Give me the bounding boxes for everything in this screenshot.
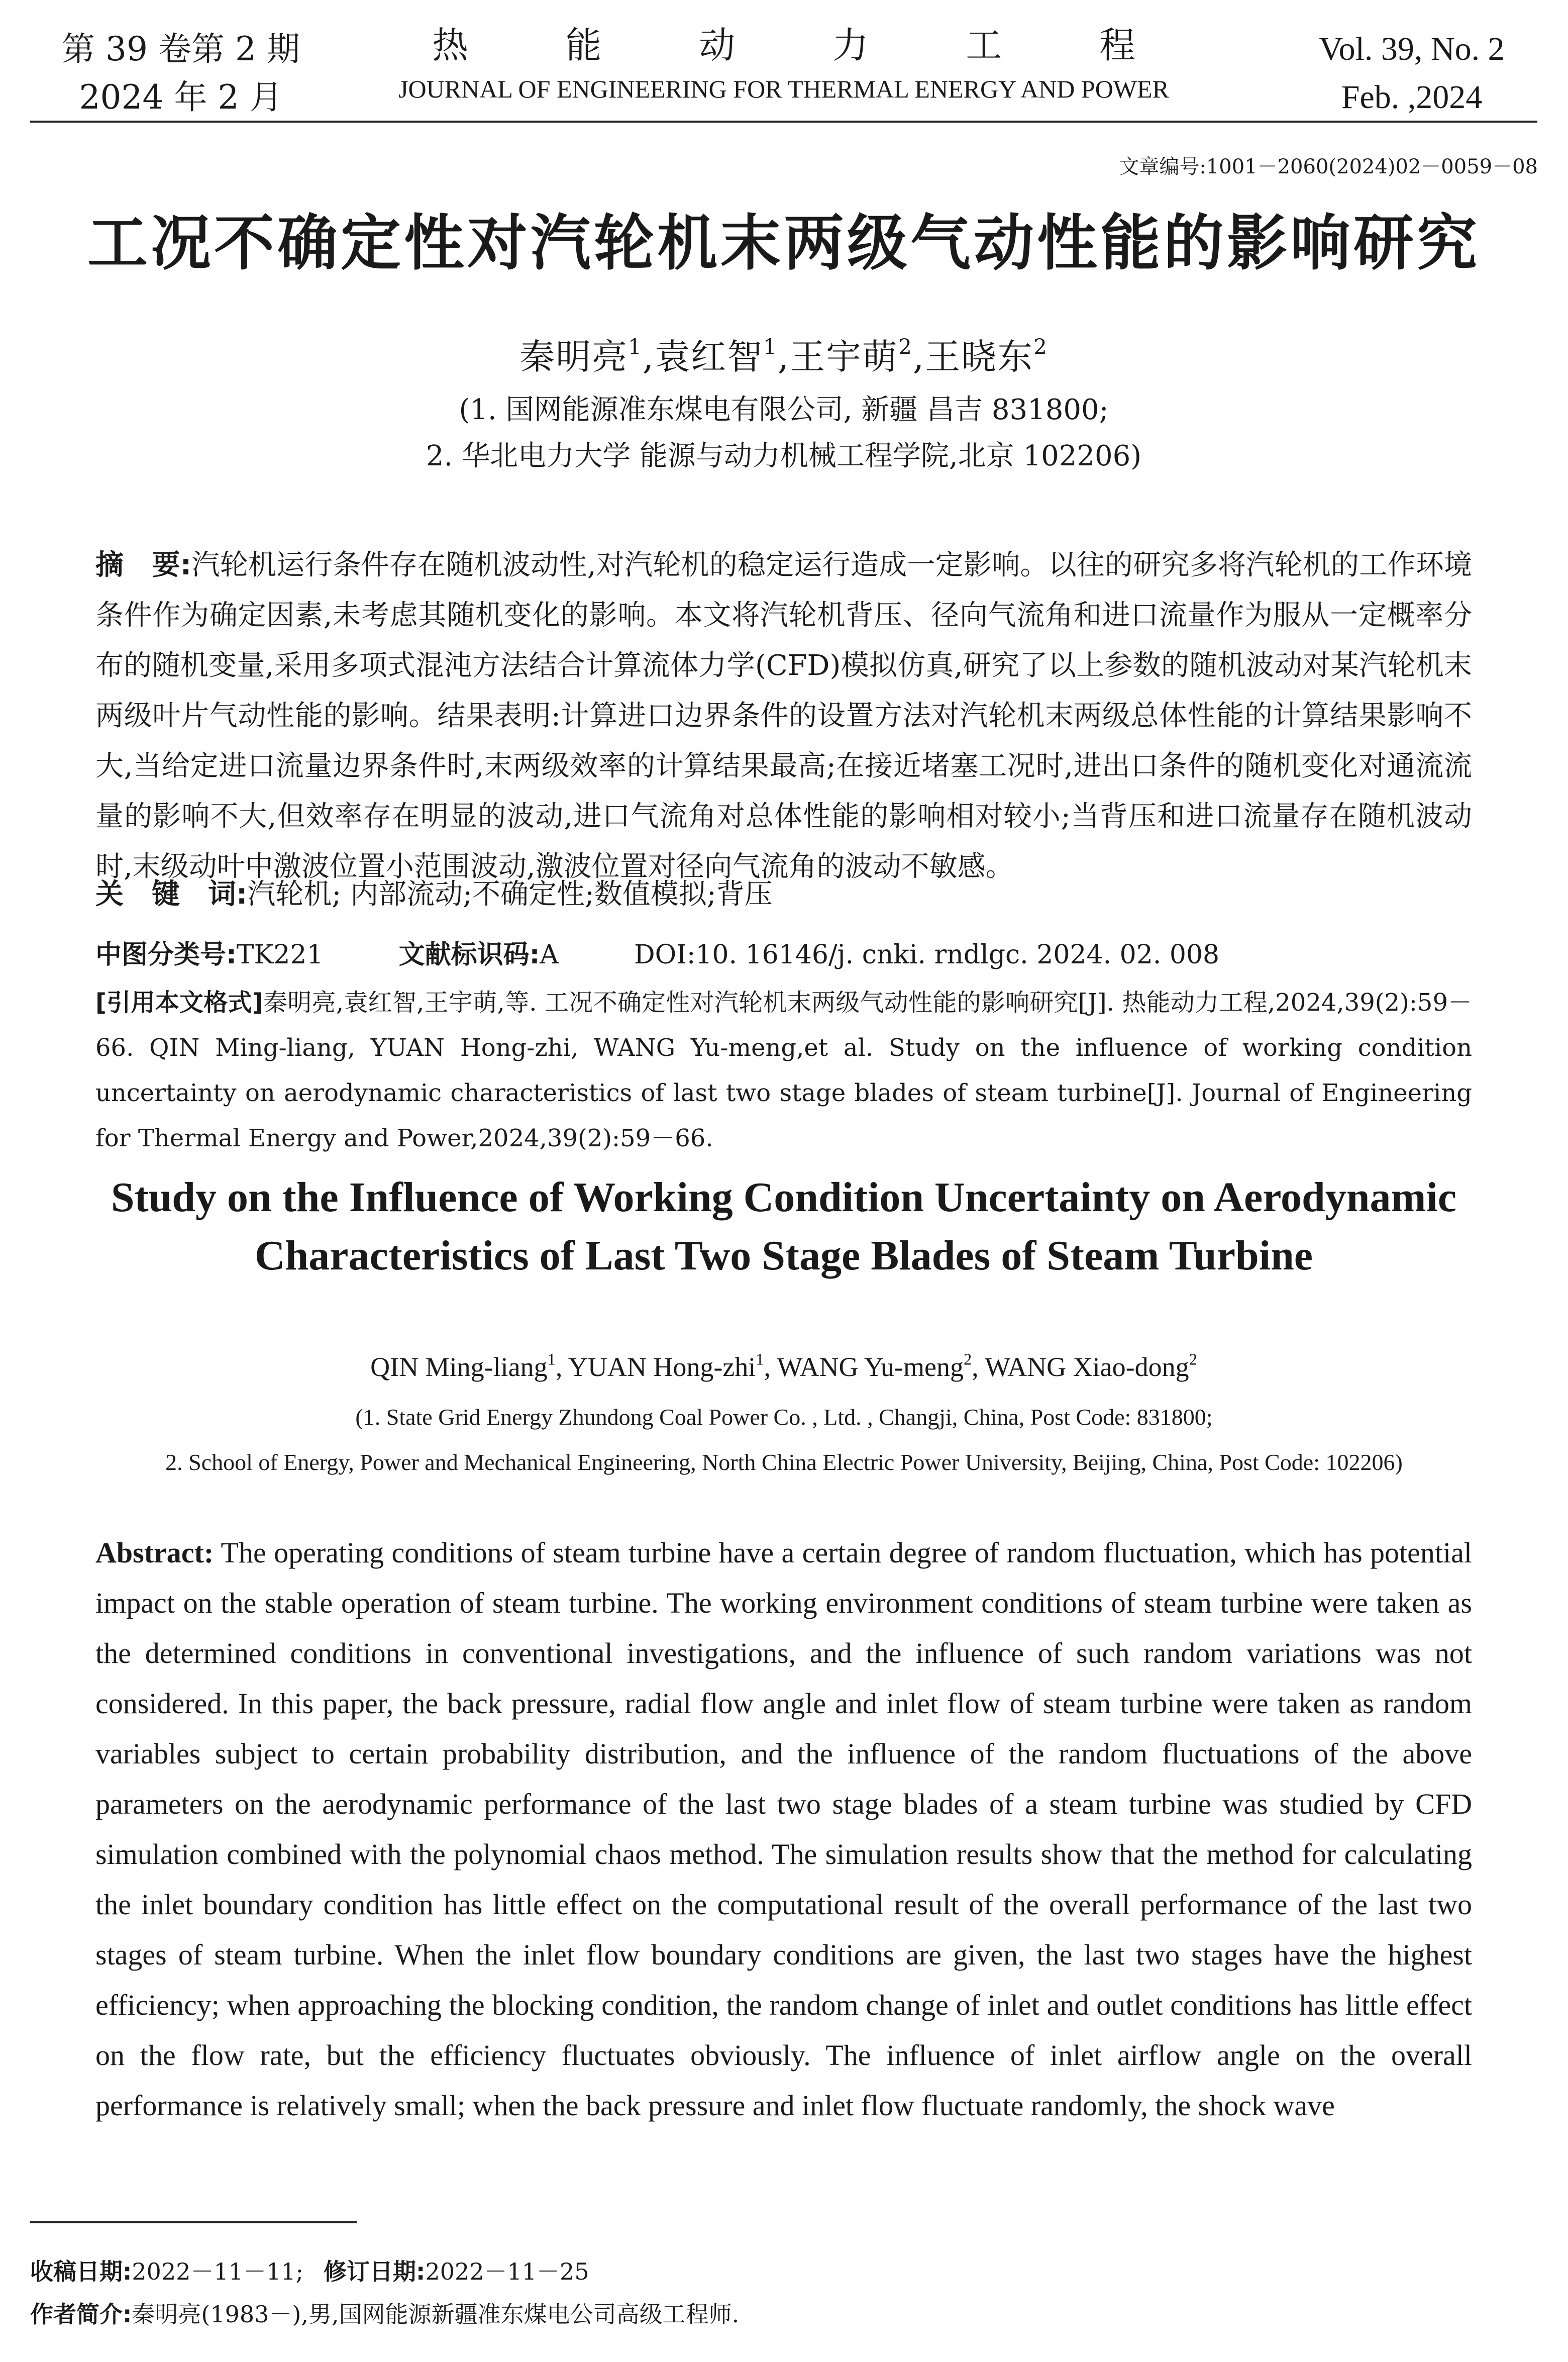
journal-char: 工 [966,24,1002,66]
abstract-en-label: Abstract: [95,1536,214,1569]
abstract-en [95,1528,1472,2131]
title-en-line: Study on the Influence of Working Condition Uncertainty on Aerodynamic [111,1174,1457,1221]
volume-issue-en: Vol. 39, No. 2 [1319,31,1505,67]
journal-char: 能 [565,24,602,66]
author-en: YUAN Hong-zhi$^1$ [568,1350,764,1382]
journal-char: 力 [832,24,869,66]
affiliation-en: 2. School of Energy, Power and Mechanical Engineering, North China Electric Power University, Beijing, China, Post Code: 102206) [165,1449,1403,1475]
citation-label: [引用本文格式] [95,989,263,1017]
date-en: Feb. ,2024 [1341,79,1483,116]
authors-cn: 秦明亮$^1$,袁红智$^1$,王宇萌$^2$,王晓东$^2$ [519,334,1048,377]
volume-issue-cn: 第 39 卷第 2 期 [62,30,300,68]
keywords-cn [95,869,1472,920]
abstract-cn-text: 汽轮机运行条件存在随机波动性,对汽轮机的稳定运行造成一定影响。以往的研究多将汽轮机的工作环境条件作为确定因素,未考虑其随机变化的影响。本文将汽轮机背压、径向气流角和进口流量作为服从一定概率分布的随机变量,采用多项式混沌方法结合计算流体力学(CFD)模拟仿真,研究了以上参数的随机波动对某汽轮机末两级叶片气动性能的影响。结果表明:计算进口边界条件的设置方法对汽轮机末两级总体性能的计算结果影响不大,当给定进口流量边界条件时,末两级效率的计算结果最高;在接近堵塞工况时,进出口条件的随机变化对通流流量的影响不大,但效率存在明显的波动,进口气流角对总体性能的影响相对较小;当背压和进口流量存在随机波动时,末级动叶中激波位置小范围波动,激波位置对径向气流角的波动不敏感。 [95,549,1472,883]
date-cn: 2024 年 2 月 [79,78,283,117]
abstract-cn-label: 摘 要: [95,549,192,581]
journal-name [352,20,1216,107]
author-cn: 王晓东$^2$ [925,334,1048,377]
classification-line [95,930,1472,980]
affiliation-cn: (1. 国网能源准东煤电有限公司, 新疆 昌吉 831800; [459,393,1109,426]
author-en: WANG Xiao-dong$^2$ [985,1350,1197,1382]
affiliations-en [0,1395,1568,1485]
document-code: 文献标识码:A [398,940,559,970]
title-en [30,1168,1537,1285]
footnote-dates [30,2251,609,2292]
article-number: 文章编号:1001－2060(2024)02－0059－08 [1119,155,1538,178]
masthead-left [55,25,306,122]
affiliations-cn [30,387,1537,479]
keywords-cn-text: 汽轮机; 内部流动;不确定性;数值模拟;背压 [247,878,773,911]
title-en-line: Characteristics of Last Two Stage Blades of Steam Turbine [254,1232,1313,1279]
abstract-en-text: The operating conditions of steam turbine have a certain degree of random fluctuation, which has potential impact on the stable operation of steam turbine. The working environment conditions of steam turbine were taken as the determined conditions in conventional investigations, and the influence of such random variations was not considered. In this paper, the back pressure, radial flow angle and inlet flow of steam turbine were taken as random variables subject to certain probability distribution, and the influence of the random fluctuations of the above parameters on the aerodynamic performance of the last two stage blades of a steam turbine was studied by CFD simulation combined with the polynomial chaos method. The simulation results show that the method for calculating the inlet boundary condition has little effect on the computational result of the overall performance of the last two stages of steam turbine. When the inlet flow boundary conditions are given, the last two stages have the highest efficiency; when approaching the blocking condition, the random change of inlet and outlet conditions has little effect on the flow rate, but the efficiency fluctuates obviously. The influence of inlet airflow angle on the overall performance is relatively small; when the back pressure and inlet flow fluctuate randomly, the shock wave [95,1536,1472,2122]
journal-char: 动 [699,24,736,66]
keywords-cn-label: 关 键 词: [95,878,248,911]
masthead-divider [30,121,1537,123]
abstract-cn [95,540,1472,892]
journal-name-cn [352,20,1216,70]
author-en: QIN Ming-liang$^1$ [370,1350,556,1382]
author-cn: 秦明亮$^1$ [519,334,643,377]
authors-en: QIN Ming-liang$^1$, YUAN Hong-zhi$^1$, WANG Yu-meng$^2$, WANG Xiao-dong$^2$ [370,1350,1197,1382]
affiliation-cn: 2. 华北电力大学 能源与动力机械工程学院,北京 102206) [426,440,1142,472]
doi: DOI:10. 16146/j. cnki. rndlgc. 2024. 02. 008 [634,940,1220,970]
citation [95,980,1472,1161]
revised-date: 修订日期:2022－11－25 [324,2258,589,2285]
author-en: WANG Yu-meng$^2$ [777,1350,972,1382]
journal-char: 程 [1099,24,1135,66]
journal-name-en: JOURNAL OF ENGINEERING FOR THERMAL ENERGY AND POWER [398,75,1169,103]
clc-number: 中图分类号:TK221 [95,940,324,970]
footnote-divider [30,2221,357,2223]
footnote-author-bio: 作者简介:秦明亮(1983－),男,国网能源新疆准东煤电公司高级工程师. [30,2301,740,2328]
received-date: 收稿日期:2022－11－11; [30,2258,304,2285]
title-cn: 工况不确定性对汽轮机末两级气动性能的影响研究 [87,209,1480,278]
journal-char: 热 [432,24,469,66]
citation-text: 秦明亮,袁红智,王宇萌,等. 工况不确定性对汽轮机末两级气动性能的影响研究[J]. 热能动力工程,2024,39(2):59－66. QIN Ming-liang, YUAN Hong-zhi, WANG Yu-meng,et al. Study on the influence of working condition uncertainty on aerodynamic characteristics of last two stage blades of steam turbine[J]. Journal of Engineering for Thermal Energy and Power,2024,39(2):59－66. [95,989,1472,1152]
author-cn: 袁红智$^1$ [655,334,778,377]
author-cn: 王宇萌$^2$ [790,334,913,377]
masthead-right [1286,25,1537,122]
affiliation-en: (1. State Grid Energy Zhundong Coal Power Co. , Ltd. , Changji, China, Post Code: 831800; [355,1404,1213,1430]
